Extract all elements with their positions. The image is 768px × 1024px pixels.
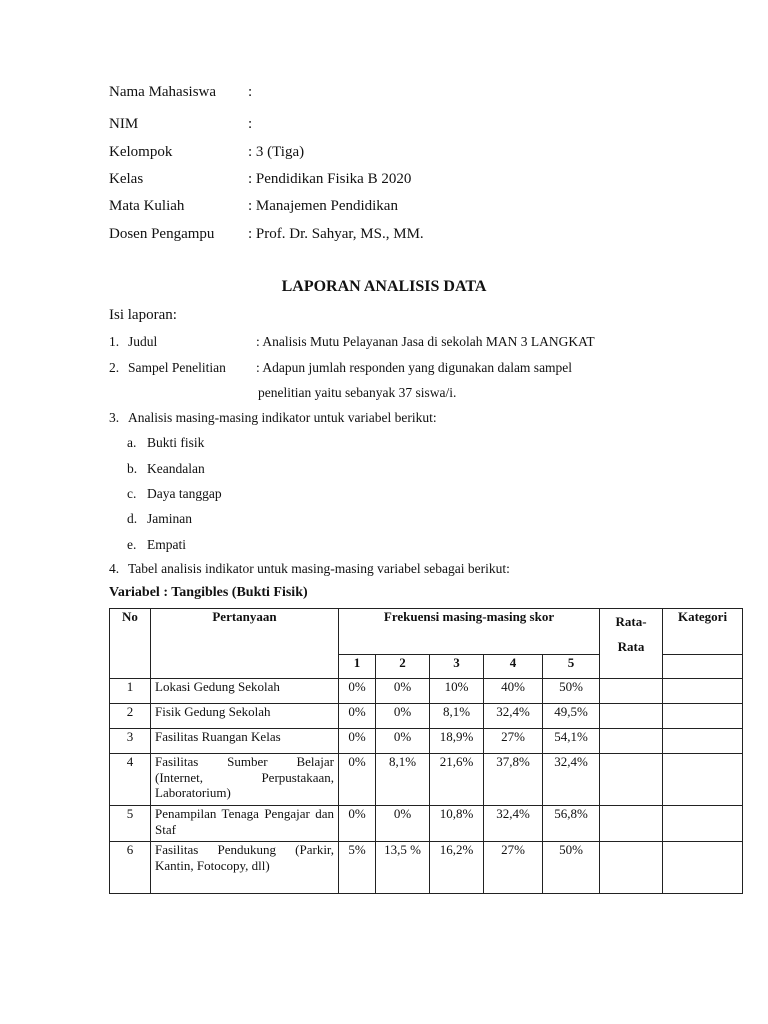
- subitem-letter: c.: [127, 486, 137, 501]
- item-value-continued: penelitian yaitu sebanyak 37 siswa/i.: [258, 385, 457, 400]
- score-cell: 0%: [376, 729, 430, 754]
- item-number: 3.: [109, 410, 120, 425]
- analysis-table: [109, 608, 743, 894]
- header-rata-rata: [600, 609, 663, 679]
- score-cell: 5%: [339, 842, 376, 894]
- rata-rata-cell: [600, 842, 663, 894]
- item-value: : Analisis Mutu Pelayanan Jasa di sekolah MAN 3 LANGKAT: [256, 334, 595, 349]
- rata-rata-cell: [600, 704, 663, 729]
- info-key: Kelas: [109, 171, 144, 187]
- score-cell: 0%: [376, 806, 430, 842]
- subitem-label: Keandalan: [147, 461, 205, 476]
- info-value: : Manajemen Pendidikan: [248, 198, 398, 214]
- item-label: Judul: [128, 334, 158, 349]
- score-cell: 56,8%: [543, 806, 600, 842]
- row-no: 4: [110, 754, 151, 806]
- kategori-cell: [663, 842, 743, 894]
- rata-rata-cell: [600, 806, 663, 842]
- header-frekuensi: Frekuensi masing-masing skor: [339, 609, 600, 655]
- info-key: Dosen Pengampu: [109, 226, 215, 242]
- row-question: Penampilan Tenaga Pengajar dan Staf: [151, 806, 339, 842]
- info-value: : 3 (Tiga): [248, 144, 305, 160]
- score-cell: 32,4%: [543, 754, 600, 806]
- score-cell: 0%: [339, 704, 376, 729]
- score-cell: 37,8%: [484, 754, 543, 806]
- score-cell: 0%: [339, 729, 376, 754]
- header-kategori: Kategori: [663, 609, 743, 655]
- subitem-letter: e.: [127, 537, 137, 552]
- kategori-cell: [663, 806, 743, 842]
- header-no: No: [110, 609, 151, 679]
- subitem-label: Empati: [147, 537, 186, 552]
- score-header: 2: [376, 655, 430, 679]
- row-no: 3: [110, 729, 151, 754]
- score-header: 5: [543, 655, 600, 679]
- kategori-cell: [663, 729, 743, 754]
- subitem-letter: d.: [127, 511, 138, 526]
- kategori-empty-cell: [663, 655, 743, 679]
- item-value: : Adapun jumlah responden yang digunakan dalam sampel: [256, 360, 573, 375]
- table-row: [110, 679, 743, 704]
- rata-rata-cell: [600, 679, 663, 704]
- score-cell: 50%: [543, 679, 600, 704]
- score-cell: 16,2%: [430, 842, 484, 894]
- score-header: 1: [339, 655, 376, 679]
- score-cell: 50%: [543, 842, 600, 894]
- row-question: Lokasi Gedung Sekolah: [151, 679, 339, 704]
- table-header-row: [110, 609, 743, 655]
- score-cell: 0%: [339, 806, 376, 842]
- score-cell: 0%: [376, 704, 430, 729]
- table-row: [110, 806, 743, 842]
- score-cell: 32,4%: [484, 704, 543, 729]
- row-no: 1: [110, 679, 151, 704]
- header-rata-line1: Rata-: [615, 614, 647, 629]
- item-number: 4.: [109, 561, 120, 576]
- row-no: 2: [110, 704, 151, 729]
- row-question: Fasilitas Sumber Belajar (Internet, Perpustakaan, Laboratorium): [151, 754, 339, 806]
- kategori-cell: [663, 754, 743, 806]
- table-row: [110, 729, 743, 754]
- score-cell: 10,8%: [430, 806, 484, 842]
- score-cell: 32,4%: [484, 806, 543, 842]
- score-cell: 10%: [430, 679, 484, 704]
- item-text: Tabel analisis indikator untuk masing-masing variabel sebagai berikut:: [128, 561, 510, 576]
- report-title: LAPORAN ANALISIS DATA: [281, 278, 487, 295]
- score-cell: 27%: [484, 729, 543, 754]
- score-cell: 49,5%: [543, 704, 600, 729]
- score-cell: 18,9%: [430, 729, 484, 754]
- info-key: Mata Kuliah: [109, 198, 185, 214]
- item-number: 1.: [109, 334, 120, 349]
- score-cell: 40%: [484, 679, 543, 704]
- row-no: 6: [110, 842, 151, 894]
- score-cell: 21,6%: [430, 754, 484, 806]
- subitem-letter: a.: [127, 435, 137, 450]
- table-row: [110, 754, 743, 806]
- score-cell: 8,1%: [376, 754, 430, 806]
- score-cell: 54,1%: [543, 729, 600, 754]
- variable-title: Variabel : Tangibles (Bukti Fisik): [109, 585, 308, 600]
- info-key: NIM: [109, 116, 139, 132]
- subitem-label: Bukti fisik: [147, 435, 205, 450]
- row-question: Fisik Gedung Sekolah: [151, 704, 339, 729]
- intro-text: Isi laporan:: [109, 307, 177, 323]
- subitem-label: Jaminan: [147, 511, 192, 526]
- kategori-cell: [663, 679, 743, 704]
- item-label: Sampel Penelitian: [128, 360, 226, 375]
- info-value: :: [248, 116, 253, 132]
- kategori-cell: [663, 704, 743, 729]
- item-text: Analisis masing-masing indikator untuk variabel berikut:: [128, 410, 437, 425]
- subitem-letter: b.: [127, 461, 138, 476]
- item-number: 2.: [109, 360, 120, 375]
- rata-rata-cell: [600, 729, 663, 754]
- score-cell: 0%: [339, 679, 376, 704]
- info-key: Kelompok: [109, 144, 173, 160]
- score-header: 4: [484, 655, 543, 679]
- row-question: Fasilitas Ruangan Kelas: [151, 729, 339, 754]
- score-cell: 0%: [339, 754, 376, 806]
- row-no: 5: [110, 806, 151, 842]
- score-header: 3: [430, 655, 484, 679]
- header-rata-line2: Rata: [617, 639, 645, 654]
- header-pertanyaan: Pertanyaan: [151, 609, 339, 679]
- table-row: [110, 842, 743, 894]
- score-cell: 0%: [376, 679, 430, 704]
- table-row: [110, 704, 743, 729]
- rata-rata-cell: [600, 754, 663, 806]
- info-value: : Pendidikan Fisika B 2020: [248, 171, 412, 187]
- subitem-label: Daya tanggap: [147, 486, 222, 501]
- info-key: Nama Mahasiswa: [109, 84, 217, 100]
- row-question: Fasilitas Pendukung (Parkir, Kantin, Fotocopy, dll): [151, 842, 339, 894]
- info-value: : Prof. Dr. Sahyar, MS., MM.: [248, 226, 424, 242]
- score-cell: 27%: [484, 842, 543, 894]
- info-value: :: [248, 84, 253, 100]
- score-cell: 8,1%: [430, 704, 484, 729]
- score-cell: 13,5 %: [376, 842, 430, 894]
